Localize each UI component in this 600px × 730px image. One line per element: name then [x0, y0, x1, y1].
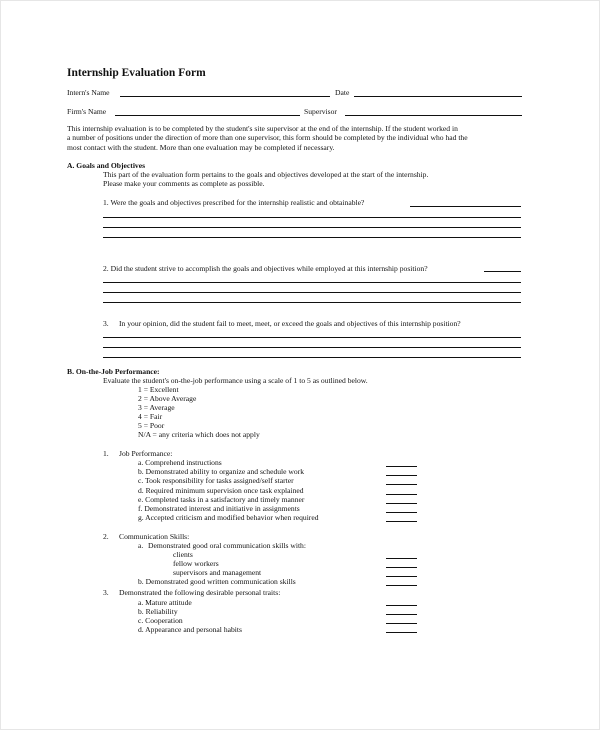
- scale-na: N/A = any criteria which does not apply: [138, 430, 260, 439]
- job-item: e. Completed tasks in a satisfactory and timely manner: [138, 495, 305, 504]
- communication-a-text: Demonstrated good oral communication skills with:: [148, 541, 306, 550]
- traits-number: 3.: [103, 588, 109, 597]
- scale-2: 2 = Above Average: [138, 394, 197, 403]
- communication-b: b. Demonstrated good written communication skills: [138, 577, 296, 586]
- answer-line[interactable]: [103, 337, 521, 338]
- job-performance-number: 1.: [103, 449, 109, 458]
- form-title: Internship Evaluation Form: [67, 67, 206, 79]
- supervisor-label: Supervisor: [304, 107, 337, 116]
- job-item: f. Demonstrated interest and initiative in assignments: [138, 504, 300, 513]
- rating-line[interactable]: [386, 558, 417, 559]
- job-performance-title: Job Performance:: [119, 449, 173, 458]
- rating-line[interactable]: [386, 623, 417, 624]
- question-2: 2. Did the student strive to accomplish the goals and objectives while employed at this internship position?: [103, 264, 428, 273]
- supervisor-field[interactable]: [345, 115, 522, 116]
- section-b-desc: Evaluate the student's on-the-job performance using a scale of 1 to 5 as outlined below.: [103, 376, 368, 385]
- date-label: Date: [335, 88, 350, 97]
- answer-line[interactable]: [484, 271, 521, 272]
- scale-5: 5 = Poor: [138, 421, 165, 430]
- trait-item: d. Appearance and personal habits: [138, 625, 242, 634]
- job-item: b. Demonstrated ability to organize and schedule work: [138, 467, 305, 476]
- answer-line[interactable]: [103, 282, 521, 283]
- answer-line[interactable]: [103, 292, 521, 293]
- communication-title: Communication Skills:: [119, 532, 190, 541]
- trait-item: a. Mature attitude: [138, 598, 192, 607]
- interns-name-label: Intern's Name: [67, 88, 110, 97]
- date-field[interactable]: [354, 96, 522, 97]
- intro-line-1: This internship evaluation is to be completed by the student's site supervisor at the end of the internship. If the student worked in: [67, 124, 458, 133]
- firms-name-label: Firm's Name: [67, 107, 107, 116]
- intro-line-2: a number of positions under the direction of more than one supervisor, this form should be completed by the individual who had the: [67, 133, 468, 143]
- rating-line[interactable]: [386, 567, 417, 568]
- section-a-heading: A. Goals and Objectives: [67, 161, 146, 170]
- rating-line[interactable]: [386, 466, 417, 467]
- question-3: In your opinion, did the student fail to meet, meet, or exceed the goals and objectives of this internship position?: [119, 319, 461, 328]
- job-item: d. Required minimum supervision once task explained: [138, 486, 304, 495]
- intro-line-3: most contact with the student. More than one evaluation may be completed if necessary.: [67, 142, 335, 152]
- rating-line[interactable]: [386, 484, 417, 485]
- answer-line[interactable]: [103, 237, 521, 238]
- rating-line[interactable]: [386, 512, 417, 513]
- communication-sub-item: fellow workers: [173, 559, 219, 568]
- answer-line[interactable]: [103, 302, 521, 303]
- rating-line[interactable]: [386, 632, 417, 633]
- rating-line[interactable]: [386, 585, 417, 586]
- interns-name-field[interactable]: [120, 96, 330, 97]
- trait-item: b. Reliability: [138, 607, 178, 616]
- intro-paragraph: [67, 124, 468, 152]
- rating-line[interactable]: [386, 576, 417, 577]
- firms-name-field[interactable]: [115, 115, 300, 116]
- trait-item: c. Cooperation: [138, 616, 183, 625]
- scale-3: 3 = Average: [138, 403, 175, 412]
- communication-sub-item: supervisors and management: [173, 568, 262, 577]
- communication-number: 2.: [103, 532, 109, 541]
- communication-sub-item: clients: [173, 550, 193, 559]
- answer-line[interactable]: [410, 206, 521, 207]
- section-a-desc-2: Please make your comments as complete as possible.: [103, 179, 265, 188]
- answer-line[interactable]: [103, 227, 521, 228]
- traits-title: Demonstrated the following desirable personal traits:: [119, 588, 281, 597]
- section-a-desc-1: This part of the evaluation form pertains to the goals and objectives developed at the start of the internship.: [103, 170, 429, 179]
- answer-line[interactable]: [103, 357, 521, 358]
- scale-1: 1 = Excellent: [138, 385, 179, 394]
- answer-line[interactable]: [103, 347, 521, 348]
- rating-line[interactable]: [386, 503, 417, 504]
- job-item: a. Comprehend instructions: [138, 458, 222, 467]
- answer-line[interactable]: [103, 217, 521, 218]
- scale-4: 4 = Fair: [138, 412, 163, 421]
- rating-line[interactable]: [386, 605, 417, 606]
- section-b-heading: B. On-the-Job Performance:: [67, 367, 160, 376]
- job-item: g. Accepted criticism and modified behavior when required: [138, 513, 319, 522]
- communication-a-letter: a.: [138, 541, 144, 550]
- rating-line[interactable]: [386, 475, 417, 476]
- rating-line[interactable]: [386, 614, 417, 615]
- rating-line[interactable]: [386, 494, 417, 495]
- question-1: 1. Were the goals and objectives prescribed for the internship realistic and obtainable?: [103, 198, 365, 207]
- rating-line[interactable]: [386, 521, 417, 522]
- question-3-number: 3.: [103, 319, 109, 328]
- job-item: c. Took responsibility for tasks assigned/self starter: [138, 476, 294, 485]
